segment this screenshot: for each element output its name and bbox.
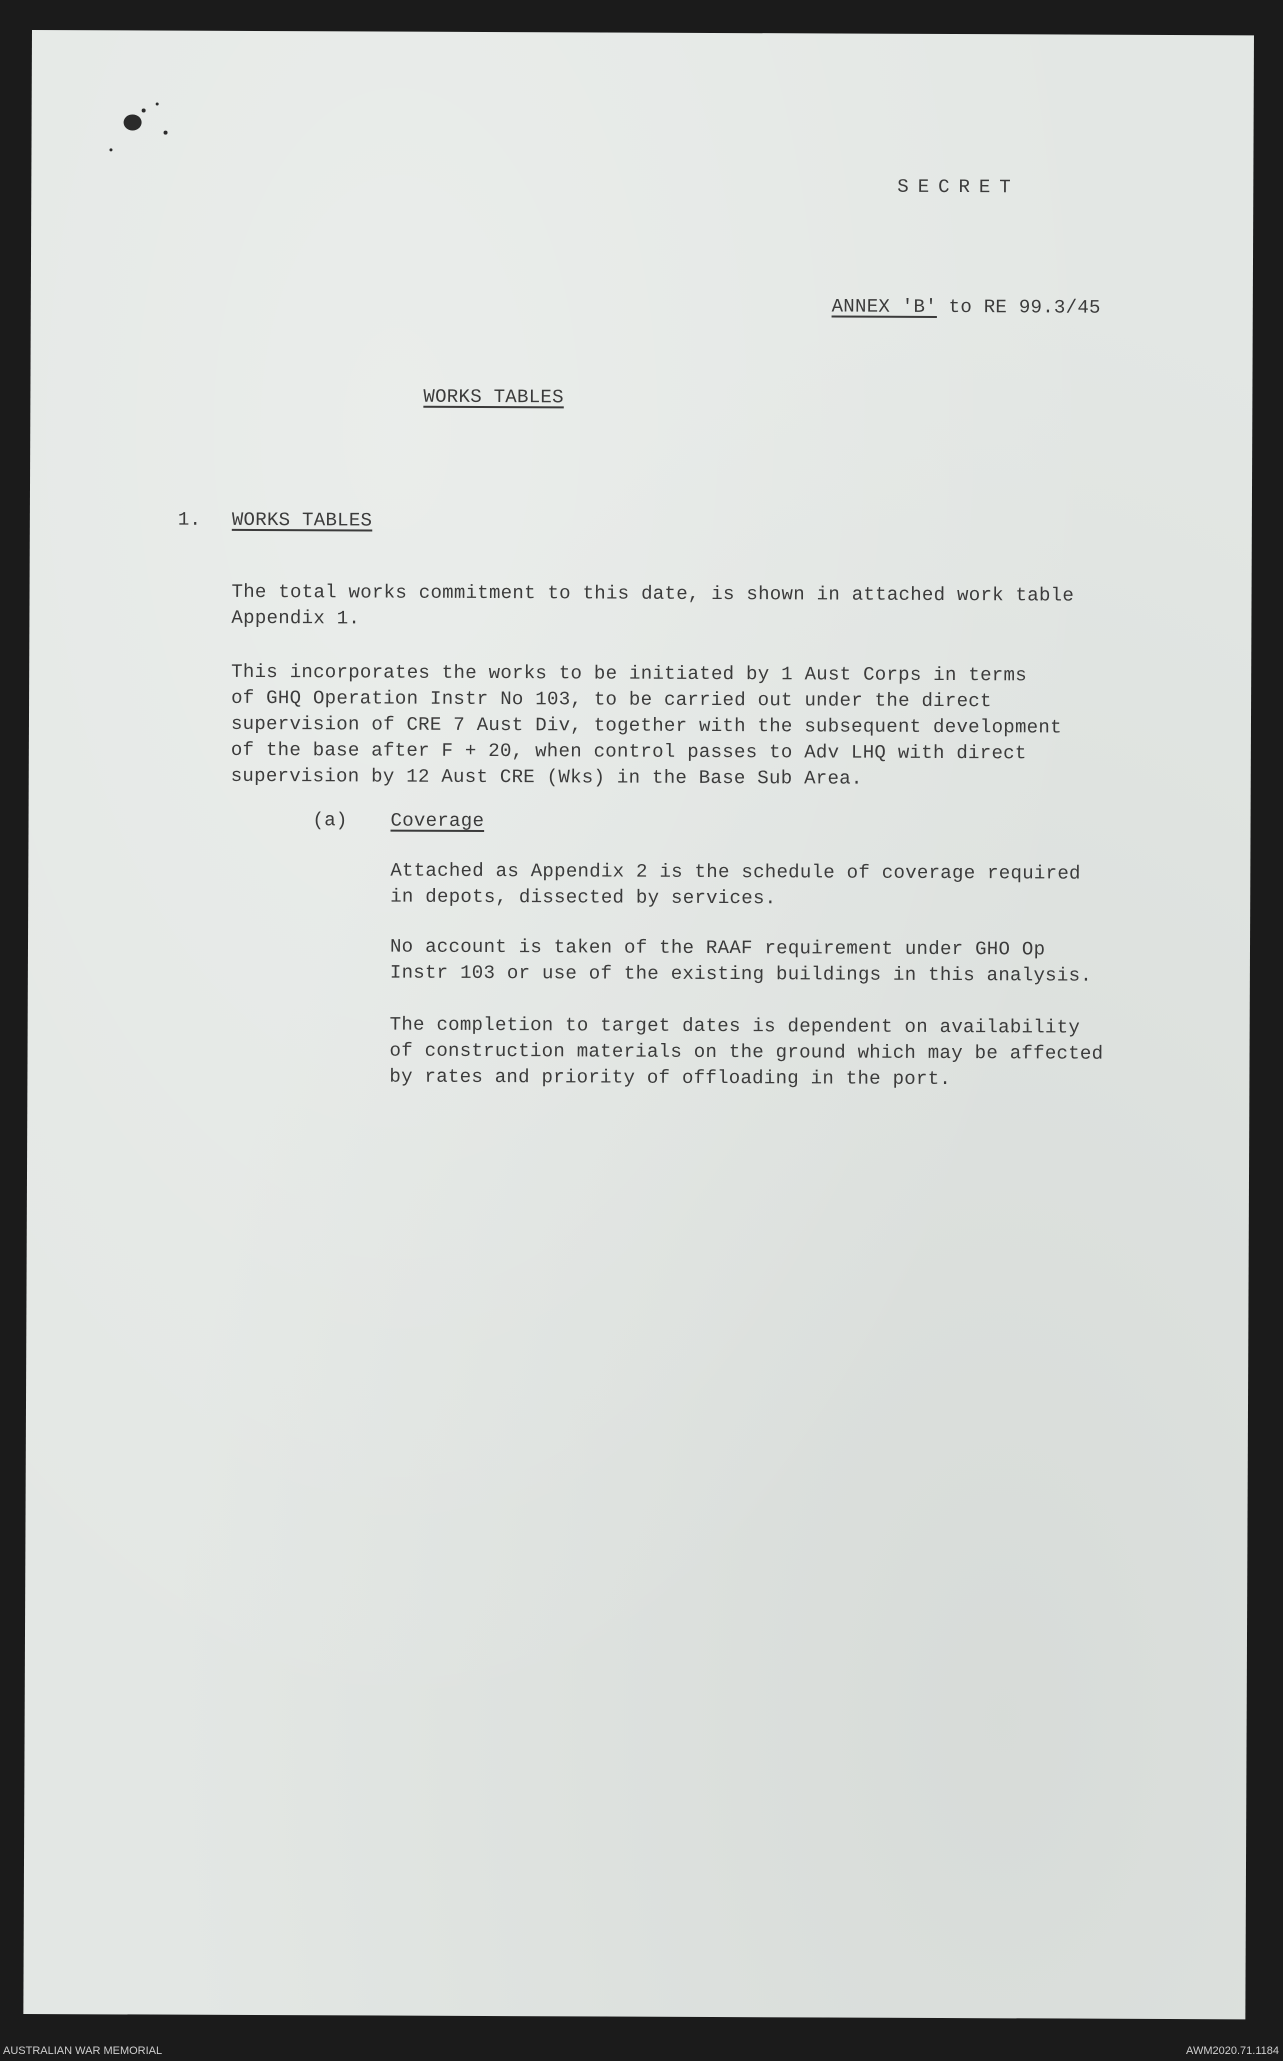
paragraph-line: in depots, dissected by services. xyxy=(390,885,777,910)
paragraph-line: The completion to target dates is dependent on availability xyxy=(389,1013,1081,1039)
document-page xyxy=(23,30,1254,2019)
paragraph-line: of GHQ Operation Instr No 103, to be carried out under the direct xyxy=(231,686,992,713)
annex-ref: to RE 99.3/45 xyxy=(936,295,1101,319)
classification-marking: SECRET xyxy=(897,175,1020,199)
paragraph-line: No account is taken of the RAAF requirement under GHO Op xyxy=(389,935,1046,961)
page-title: WORKS TABLES xyxy=(423,385,564,409)
paragraph-line: This incorporates the works to be initiated by 1 Aust Corps in terms xyxy=(231,660,1027,687)
paragraph-line: supervision by 12 Aust CRE (Wks) in the Base Sub Area. xyxy=(230,764,863,790)
paragraph-line: Instr 103 or use of the existing buildings in this analysis. xyxy=(389,961,1093,987)
paragraph-line: Attached as Appendix 2 is the schedule of coverage required xyxy=(390,859,1081,885)
section-number: 1. xyxy=(177,508,202,531)
footer-credit: AUSTRALIAN WAR MEMORIAL xyxy=(3,2045,163,2057)
annex-label: ANNEX 'B' xyxy=(831,295,937,318)
punch-hole-mark xyxy=(120,108,150,136)
section-heading: WORKS TABLES xyxy=(231,508,373,532)
subsection-label: (a) xyxy=(312,809,348,832)
paragraph-line: by rates and priority of offloading in the port. xyxy=(389,1065,952,1091)
paragraph-line: of construction materials on the ground which may be affected xyxy=(389,1039,1104,1065)
paragraph-line: The total works commitment to this date, is shown in attached work table xyxy=(231,580,1075,607)
paragraph-line: supervision of CRE 7 Aust Div, together with the subsequent development xyxy=(230,712,1062,739)
annex-reference xyxy=(785,267,1101,346)
subsection-heading: Coverage xyxy=(390,809,485,832)
paragraph-line: Appendix 1. xyxy=(231,606,361,630)
footer-accession-number: AWM2020.71.1184 xyxy=(1186,2045,1279,2057)
paragraph-line: of the base after F + 20, when control passes to Adv LHQ with direct xyxy=(230,738,1027,765)
